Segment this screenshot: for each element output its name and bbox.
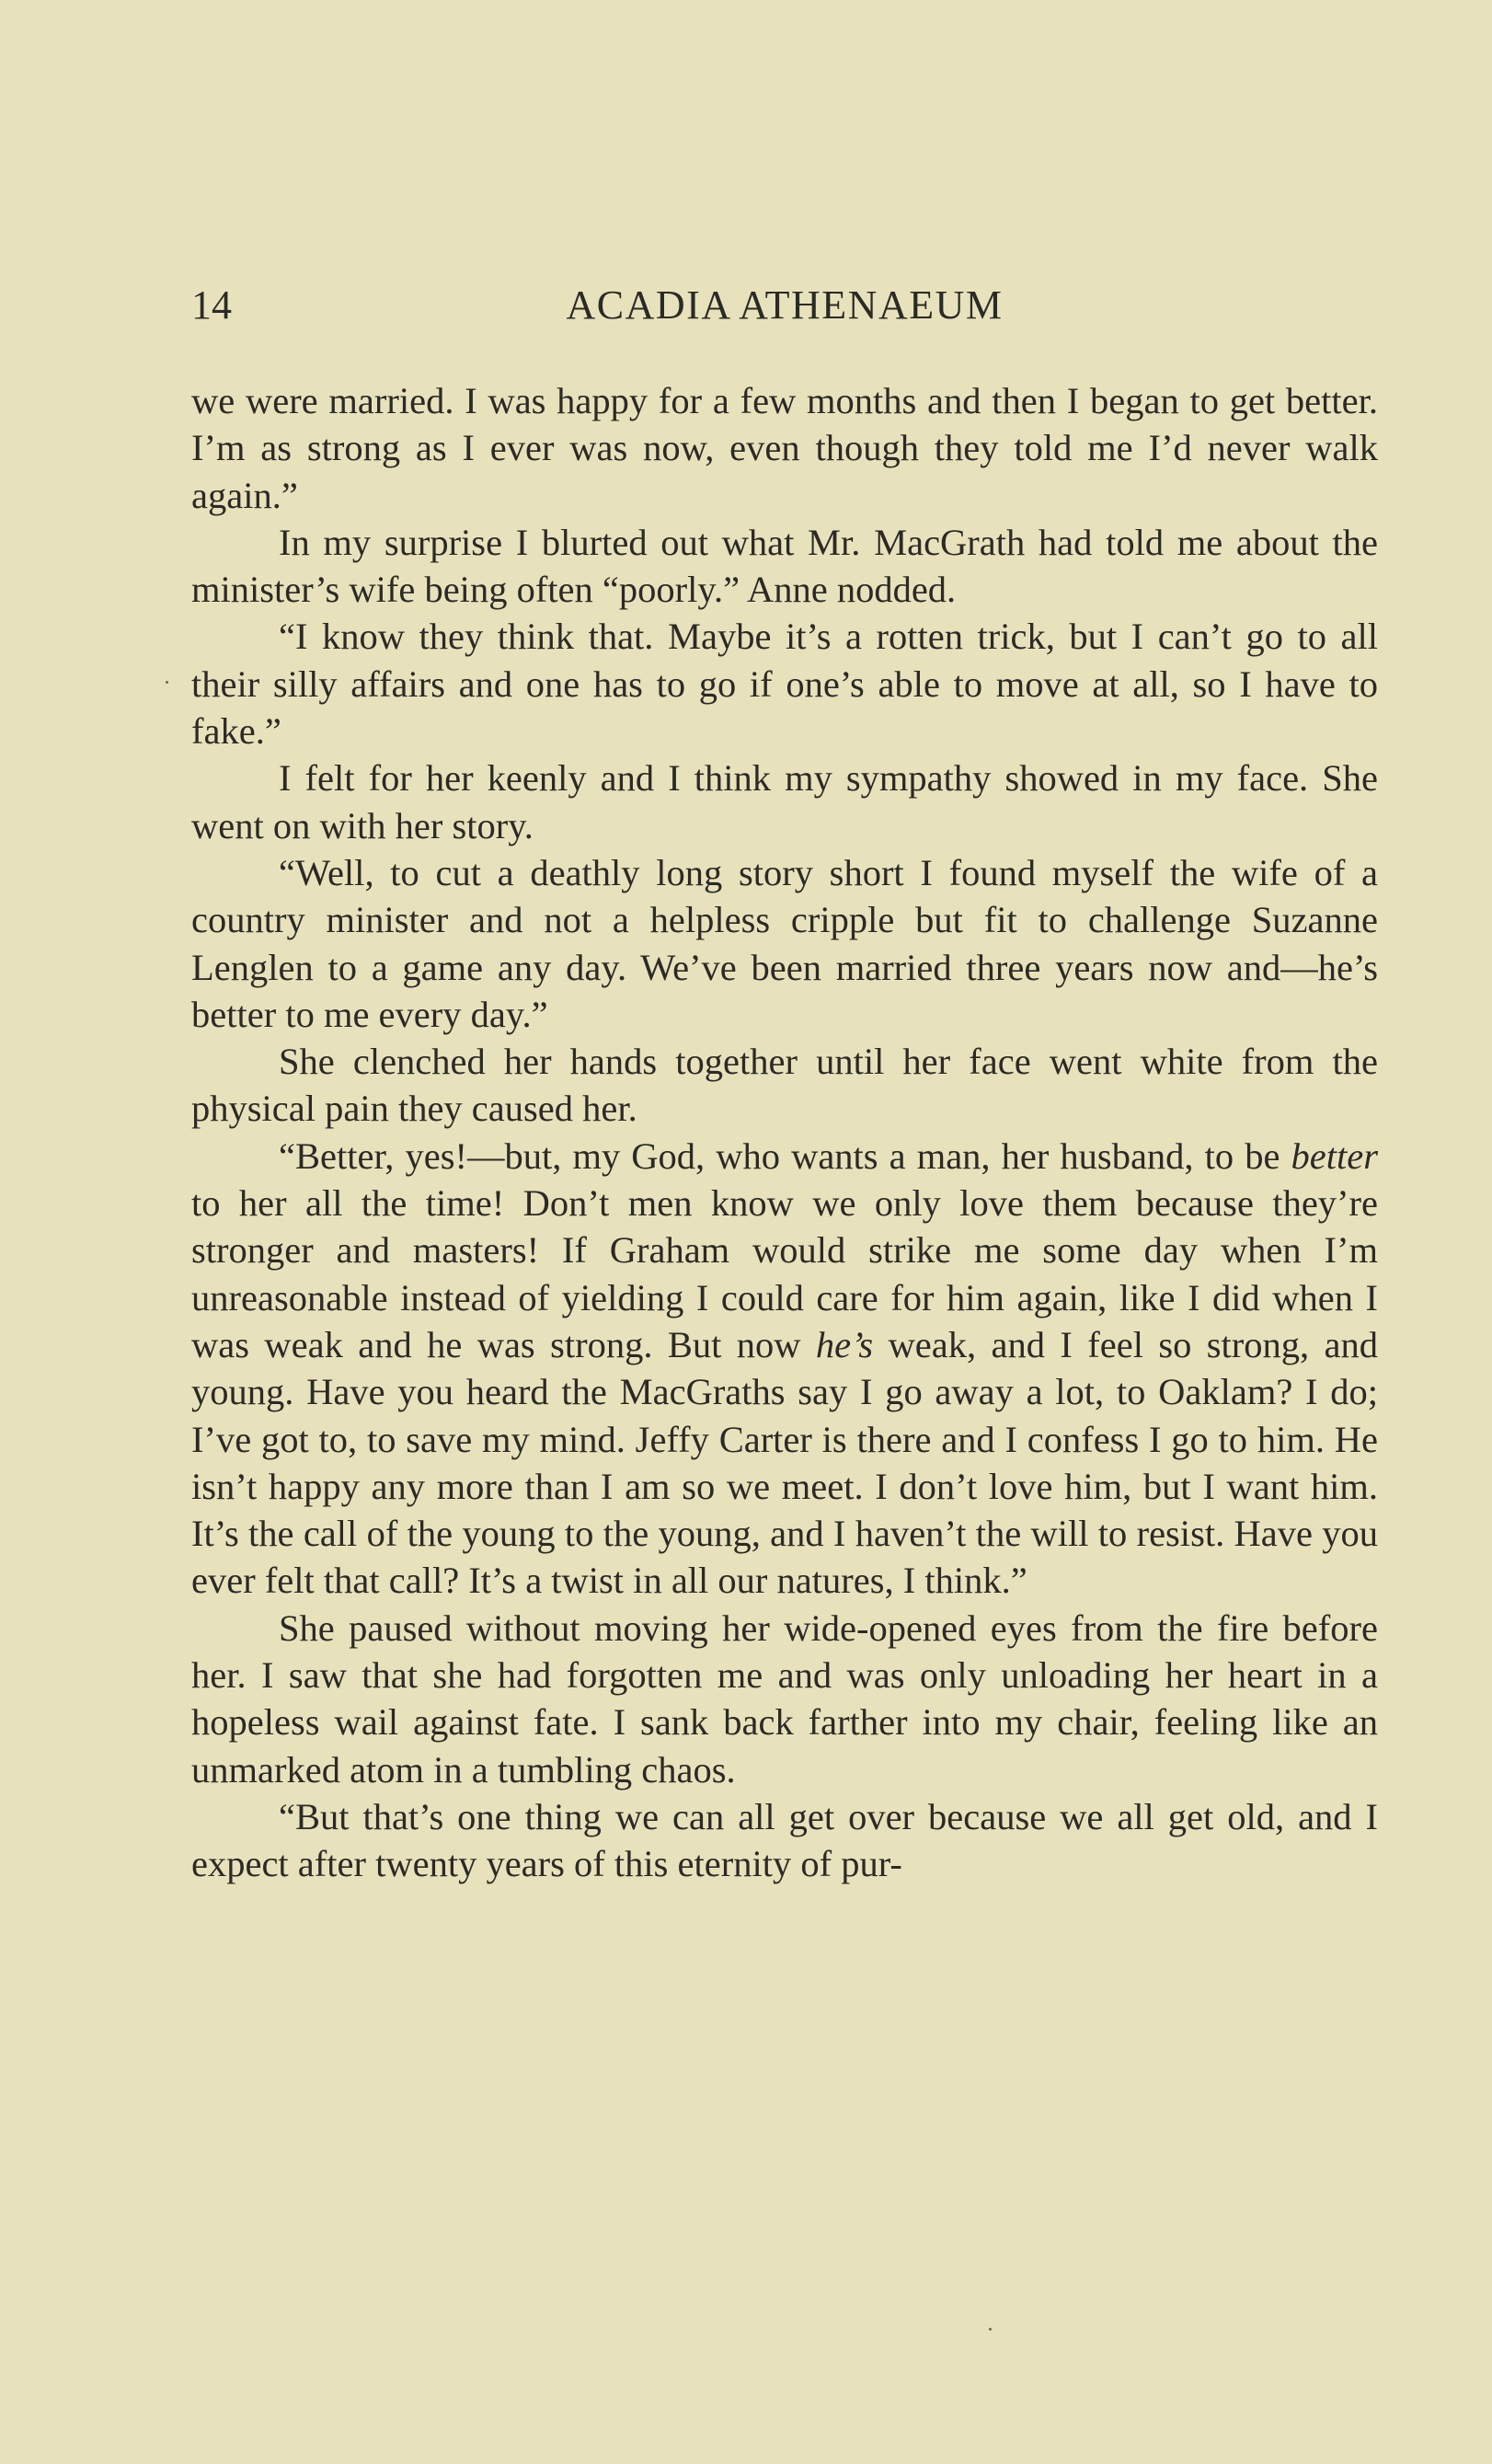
italic-text: better bbox=[1291, 1134, 1378, 1177]
running-header bbox=[191, 276, 1378, 331]
paragraph bbox=[191, 754, 1378, 849]
paragraph bbox=[191, 1038, 1378, 1133]
paragraph bbox=[191, 849, 1378, 1038]
paper-speck bbox=[166, 681, 168, 684]
text-run: “I know they think that. Maybe it’s a rotten trick, but I can’t go to all their silly affairs and one has to go if one’s able to move at all, so I have to fake.” bbox=[191, 616, 1378, 753]
text-run: She clenched her hands together until her face went white from the physical pain they caused her. bbox=[191, 1041, 1378, 1130]
text-run: “But that’s one thing we can all get over because we all get old, and I expect after twenty years of this eternity of pur- bbox=[191, 1795, 1378, 1885]
page-number: 14 bbox=[191, 282, 232, 328]
paragraph bbox=[191, 1605, 1378, 1793]
text-run: weak, and I feel so strong, and young. Have you heard the MacGraths say I go away a lot, to Oaklam? I do; I’ve got to, to save my mind. Jeffy Carter is there and I confess I go to him. He isn’t happy any more than I am so we meet. I don’t love him, but I want him. It’s the call of the young to the young, and I haven’t the will to resist. Have you ever felt that call? It’s a twist in all our natures, I think.” bbox=[191, 1323, 1379, 1602]
paragraph bbox=[191, 377, 1378, 519]
paragraph bbox=[191, 1133, 1378, 1605]
text-run: She paused without moving her wide-opened eyes from the fire before her. I saw that she had forgotten me and was only unloading her heart in a hopeless wail against fate. I sank back farther into my chair, feeling like an unmarked atom in a tumbling chaos. bbox=[191, 1606, 1378, 1790]
body-text bbox=[191, 377, 1378, 1888]
text-run: “Better, yes!—but, my God, who wants a man, her husband, to be bbox=[279, 1134, 1291, 1177]
text-run: In my surprise I blurted out what Mr. MacGrath had told me about the minister’s wife being often “poorly.” Anne nodded. bbox=[191, 521, 1378, 611]
text-run: I felt for her keenly and I think my sympathy showed in my face. She went on with her story. bbox=[191, 757, 1378, 846]
paragraph bbox=[191, 613, 1378, 754]
text-run: we were married. I was happy for a few months and then I began to get better. I’m as strong as I ever was now, even though they told me I’d never walk again.” bbox=[191, 380, 1378, 516]
paragraph bbox=[191, 1793, 1378, 1888]
running-title: ACADIA ATHENAEUM bbox=[566, 282, 1004, 328]
italic-text: he’s bbox=[815, 1323, 874, 1365]
paper-speck bbox=[989, 2328, 992, 2331]
text-run: “Well, to cut a deathly long story short I found myself the wife of a country minister and not a helpless cripple but fit to challenge Suzanne Lenglen to a game any day. We’ve been married three years now and—he’s better to me every day.” bbox=[191, 851, 1378, 1035]
text-run: to her all the time! Don’t men know we only love them because they’re stronger and masters! If Graham would strike me some day when I’m unreasonable instead of yielding I could care for him again, like I did when I was weak and he was strong. But now bbox=[191, 1182, 1378, 1365]
paragraph bbox=[191, 519, 1378, 614]
